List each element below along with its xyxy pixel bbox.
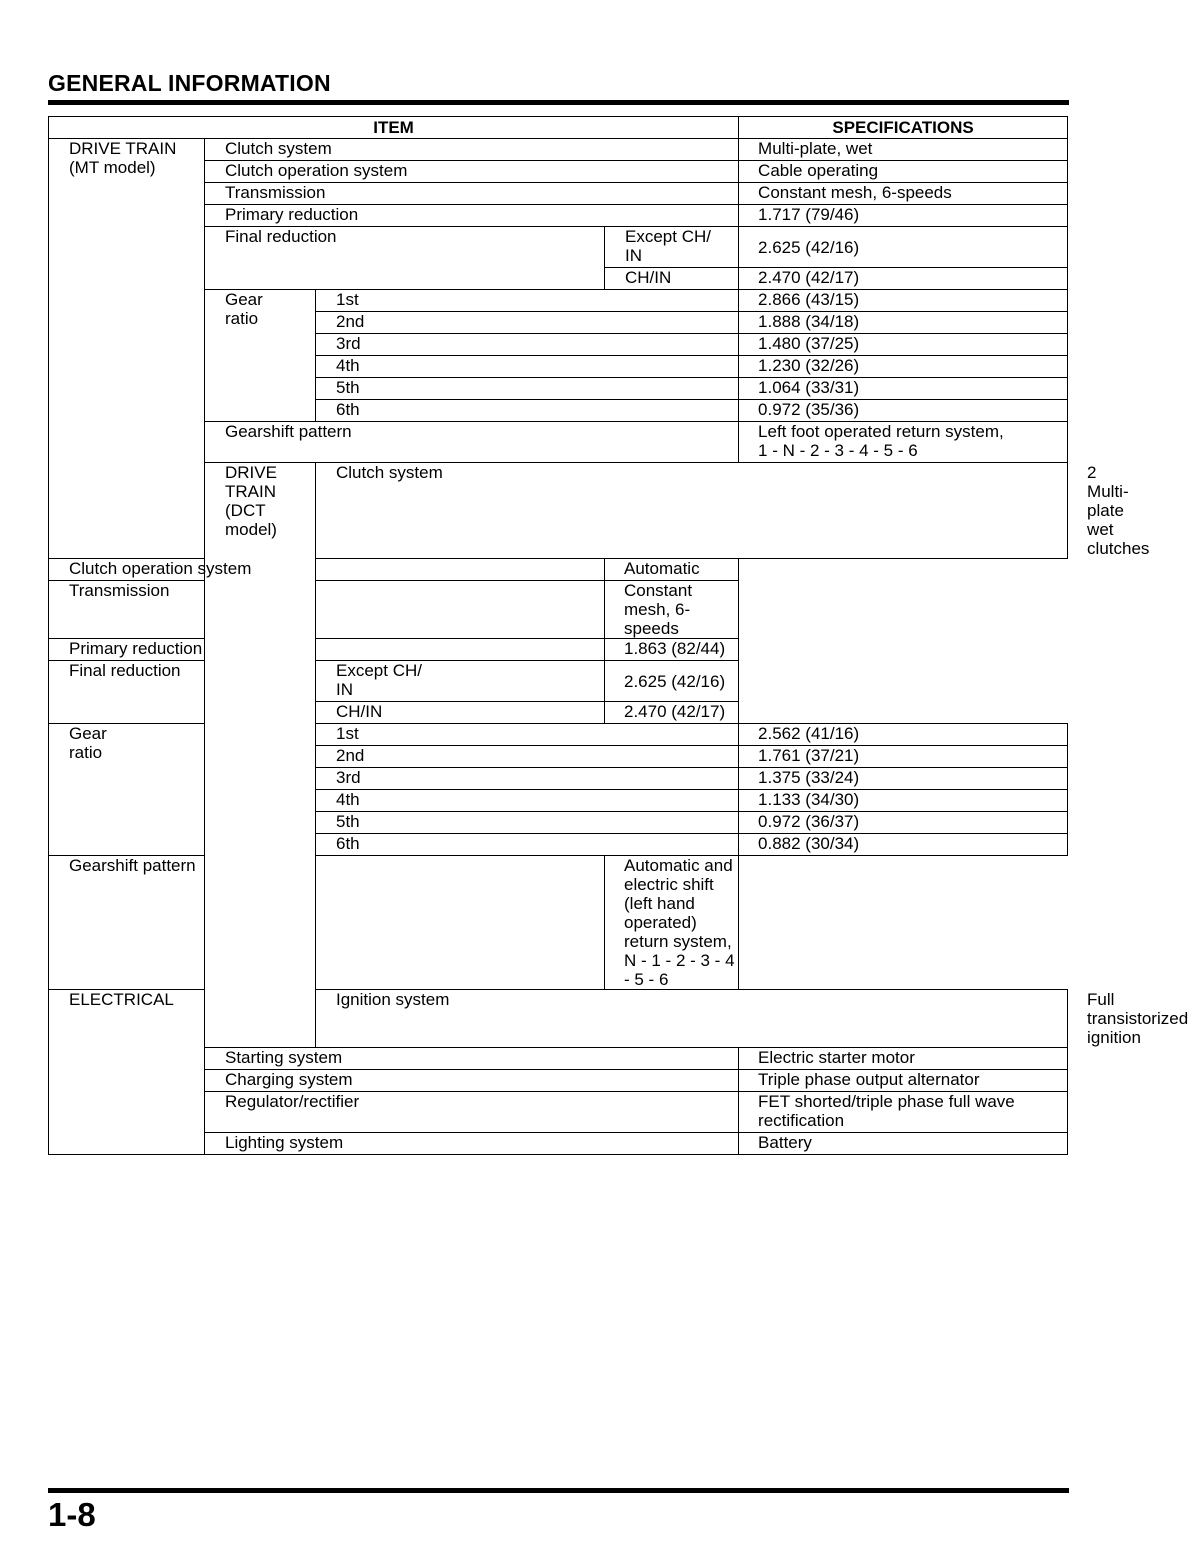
column-header-item: ITEM [49,117,739,139]
spec-value: Left foot operated return system, 1 - N - 2 - 3 - 4 - 5 - 6 [739,422,1068,463]
spec-value: 0.972 (35/36) [739,400,1068,422]
spec-value: 1.863 (82/44) [605,639,739,661]
table-row [49,724,1068,746]
spec-value: 2.625 (42/16) [605,661,739,702]
item-label: Gear ratio [49,724,205,856]
spec-value: FET shorted/triple phase full wave rectification [739,1092,1068,1133]
spec-value: 1.761 (37/21) [739,746,1068,768]
item-label: Primary reduction [205,205,739,227]
header-rule [48,100,1069,105]
item-label: Final reduction [205,227,605,290]
spec-value: Electric starter motor [739,1048,1068,1070]
spec-value: Constant mesh, 6-speeds [739,183,1068,205]
spec-value: Constant mesh, 6-speeds [605,581,739,639]
spec-value: 1.888 (34/18) [739,312,1068,334]
item-label: Charging system [205,1070,739,1092]
item-label: Final reduction [49,661,316,724]
item-label: Ignition system [316,990,1068,1048]
item-label: Gearshift pattern [49,856,605,990]
table-row [49,639,1068,661]
sub-label: CH/IN [605,268,739,290]
item-label: Starting system [205,1048,739,1070]
group-label-dct: DRIVE TRAIN (DCT model) [205,463,316,1048]
item-label: Transmission [49,581,605,639]
table-row [49,139,1068,161]
spec-value: 2.866 (43/15) [739,290,1068,312]
spec-value: 2.562 (41/16) [739,724,1068,746]
page-title: GENERAL INFORMATION [48,70,331,96]
spec-value: 0.972 (36/37) [739,812,1068,834]
item-label: Clutch system [205,139,739,161]
table-row [49,856,1068,990]
gear-label: 1st [316,290,739,312]
sub-label: CH/IN [316,702,605,724]
spec-value: 2.470 (42/17) [739,268,1068,290]
spec-value: Battery [739,1133,1068,1155]
spec-value: 1.717 (79/46) [739,205,1068,227]
item-label: Regulator/rectifier [205,1092,739,1133]
gear-label: 1st [316,724,739,746]
sub-label: Except CH/ IN [316,661,605,702]
gear-label: 5th [316,812,739,834]
table-header-row [49,117,1068,139]
gear-label: 3rd [316,768,739,790]
spec-value: 0.882 (30/34) [739,834,1068,856]
spec-value: 2.625 (42/16) [739,227,1068,268]
table-row: DRIVE TRAIN (DCT model) Clutch system 2 Multi-plate wet clutches [49,463,1068,559]
gear-label: 5th [316,378,739,400]
group-label-mt: DRIVE TRAIN (MT model) [49,139,205,559]
item-label: Clutch system [316,463,1068,559]
item-label: Clutch operation system [205,161,739,183]
spec-value: Cable operating [739,161,1068,183]
spec-value: 1.133 (34/30) [739,790,1068,812]
gear-label: 4th [316,356,739,378]
item-label: Clutch operation system [49,559,605,581]
spec-value: 1.480 (37/25) [739,334,1068,356]
spec-value: Automatic [605,559,739,581]
item-label: Gearshift pattern [205,422,739,463]
table-row [49,559,1068,581]
group-label-electrical: ELECTRICAL [49,990,205,1155]
table-row [49,661,1068,702]
specifications-table [48,116,1189,1155]
spec-value: Automatic and electric shift (left hand operated) return system, N - 1 - 2 - 3 - 4 - 5 - 6 [605,856,739,990]
gear-label: 3rd [316,334,739,356]
table-row: ELECTRICAL Ignition system Full transistorized ignition [49,990,1068,1048]
gear-label: 6th [316,400,739,422]
item-label: Gear ratio [205,290,316,422]
page-number: 1-8 [48,1496,96,1533]
gear-label: 6th [316,834,739,856]
gear-label: 2nd [316,312,739,334]
item-label: Transmission [205,183,739,205]
table-row [49,581,1068,639]
spec-value: 1.064 (33/31) [739,378,1068,400]
spec-value: 1.375 (33/24) [739,768,1068,790]
gear-label: 2nd [316,746,739,768]
item-label: Lighting system [205,1133,739,1155]
spec-value: 1.230 (32/26) [739,356,1068,378]
footer-rule [48,1488,1069,1493]
spec-value: 2.470 (42/17) [605,702,739,724]
item-label: Primary reduction [49,639,605,661]
spec-value: Multi-plate, wet [739,139,1068,161]
gear-label: 4th [316,790,739,812]
column-header-specifications: SPECIFICATIONS [739,117,1068,139]
sub-label: Except CH/ IN [605,227,739,268]
spec-value: Triple phase output alternator [739,1070,1068,1092]
